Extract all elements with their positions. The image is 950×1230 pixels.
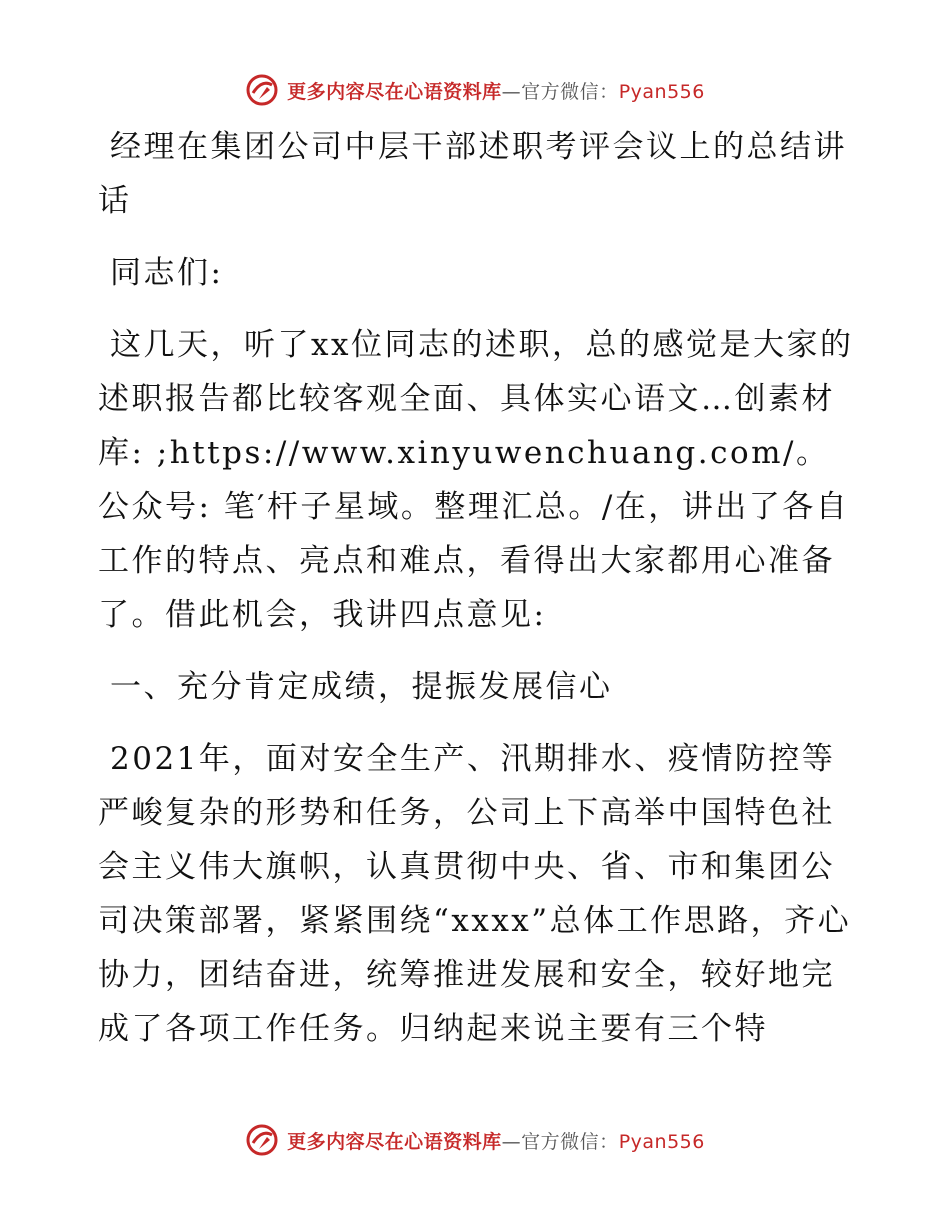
watermark-label: 官方微信： <box>521 1130 619 1153</box>
paragraph-intro: 这几天，听了xx位同志的述职，总的感觉是大家的述职报告都比较客观全面、具体实心语文…创素材库: ;https://www.xinyuwenchuang.com/。公众号: 笔′杆子星域。整理汇总。/在，讲出了各自工作的特点、亮点和难点，看得出大家都用心准备了。借此机会，我讲四点意见: <box>98 327 854 633</box>
watermark-separator: — <box>501 1130 522 1153</box>
watermark-text <box>287 1127 705 1154</box>
brand-logo-icon <box>245 73 279 107</box>
section-heading-1: 一、充分肯定成绩，提振发展信心 <box>110 669 613 705</box>
salutation: 同志们: <box>110 255 224 291</box>
watermark-footer <box>0 1120 950 1160</box>
watermark-label: 官方微信： <box>521 80 619 103</box>
watermark-account: Pyan556 <box>618 80 705 103</box>
document-title: 经理在集团公司中层干部述职考评会议上的总结讲话 <box>98 129 847 219</box>
watermark-separator: — <box>501 80 522 103</box>
watermark-account: Pyan556 <box>618 1130 705 1153</box>
watermark-header <box>0 70 950 110</box>
watermark-brand: 更多内容尽在心语资料库 <box>287 80 502 103</box>
watermark-brand: 更多内容尽在心语资料库 <box>287 1130 502 1153</box>
document-body <box>98 120 858 1056</box>
paragraph-achievements: 2021年，面对安全生产、汛期排水、疫情防控等严峻复杂的形势和任务，公司上下高举中国特色社会主义伟大旗帜，认真贯彻中央、省、市和集团公司决策部署，紧紧围绕“xxxx”总体工作思路，齐心协力，团结奋进，统筹推进发展和安全，较好地完成了各项工作任务。归纳起来说主要有三个特 <box>98 741 852 1047</box>
watermark-text <box>287 77 705 104</box>
brand-logo-icon <box>245 1123 279 1157</box>
